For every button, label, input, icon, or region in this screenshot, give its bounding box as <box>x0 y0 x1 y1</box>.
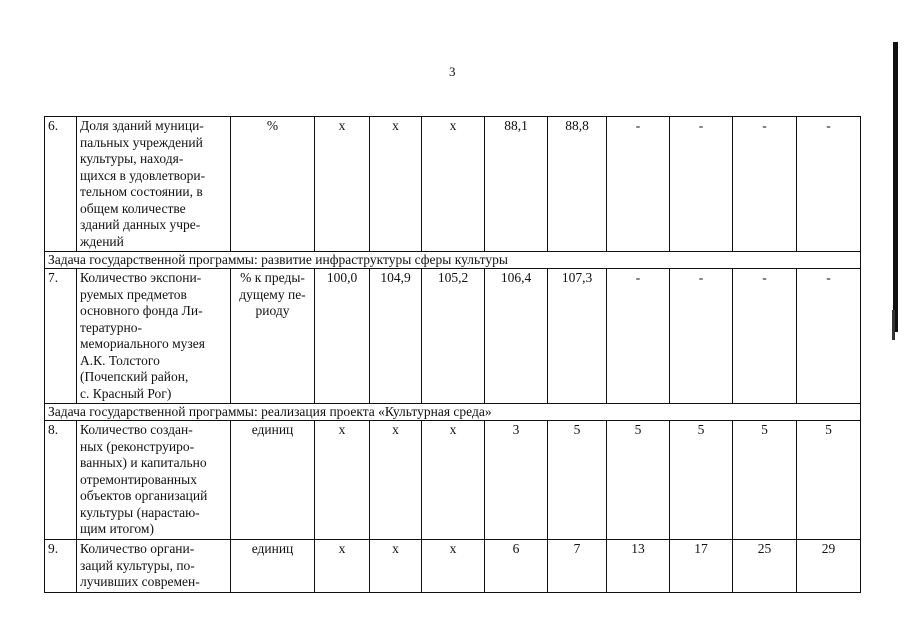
value-cell: х <box>370 540 422 593</box>
value-cell: 5 <box>733 421 797 540</box>
value-cell: - <box>670 269 733 404</box>
value-cell: х <box>315 421 370 540</box>
value-cell: х <box>422 117 485 252</box>
indicator-table <box>44 116 861 593</box>
value-cell: - <box>797 269 861 404</box>
section-heading: Задача государственной программы: развитие инфраструктуры сферы культуры <box>45 252 861 269</box>
value-cell: - <box>733 269 797 404</box>
unit-cell: % <box>231 117 315 252</box>
row-number: 6. <box>45 117 77 252</box>
value-cell: 5 <box>548 421 607 540</box>
row-number: 8. <box>45 421 77 540</box>
section-heading: Задача государственной программы: реализация проекта «Культурная среда» <box>45 404 861 421</box>
unit-cell: % к преды- дущему пе- риоду <box>231 269 315 404</box>
indicator-name: Доля зданий муници- пальных учреждений культуры, находя- щихся в удовлетвори- тельном состоянии, в общем количестве зданий данных учре- ждений <box>77 117 231 252</box>
value-cell: 29 <box>797 540 861 593</box>
value-cell: х <box>315 540 370 593</box>
table-row <box>45 269 861 404</box>
value-cell: х <box>315 117 370 252</box>
row-number: 9. <box>45 540 77 593</box>
value-cell: 5 <box>670 421 733 540</box>
table-row <box>45 540 861 593</box>
value-cell: 107,3 <box>548 269 607 404</box>
unit-cell: единиц <box>231 421 315 540</box>
value-cell: х <box>422 421 485 540</box>
value-cell: 104,9 <box>370 269 422 404</box>
value-cell: 100,0 <box>315 269 370 404</box>
value-cell: - <box>607 269 670 404</box>
section-row <box>45 252 861 269</box>
indicator-name: Количество создан- ных (реконструиро- ванных) и капитально отремонтированных объектов организаций культуры (нарастаю- щим итогом) <box>77 421 231 540</box>
value-cell: 106,4 <box>485 269 548 404</box>
value-cell: - <box>797 117 861 252</box>
scan-edge-mark <box>893 42 898 332</box>
value-cell: 5 <box>607 421 670 540</box>
value-cell: - <box>670 117 733 252</box>
page-number: 3 <box>449 64 456 79</box>
table-row <box>45 421 861 540</box>
unit-cell: единиц <box>231 540 315 593</box>
row-number: 7. <box>45 269 77 404</box>
table-row <box>45 117 861 252</box>
value-cell: 7 <box>548 540 607 593</box>
section-row <box>45 404 861 421</box>
value-cell: - <box>733 117 797 252</box>
value-cell: 3 <box>485 421 548 540</box>
value-cell: 25 <box>733 540 797 593</box>
value-cell: 17 <box>670 540 733 593</box>
value-cell: 6 <box>485 540 548 593</box>
value-cell: - <box>607 117 670 252</box>
value-cell: х <box>370 117 422 252</box>
value-cell: 88,8 <box>548 117 607 252</box>
value-cell: 88,1 <box>485 117 548 252</box>
value-cell: х <box>422 540 485 593</box>
value-cell: 5 <box>797 421 861 540</box>
indicator-name: Количество экспони- руемых предметов основного фонда Ли- тературно- мемориального музея А.К. Толстого (Почепский район, с. Красный Рог) <box>77 269 231 404</box>
scan-edge-mark-lower <box>892 310 895 340</box>
indicator-name: Количество органи- заций культуры, по- лучивших современ- <box>77 540 231 593</box>
value-cell: 13 <box>607 540 670 593</box>
value-cell: 105,2 <box>422 269 485 404</box>
value-cell: х <box>370 421 422 540</box>
